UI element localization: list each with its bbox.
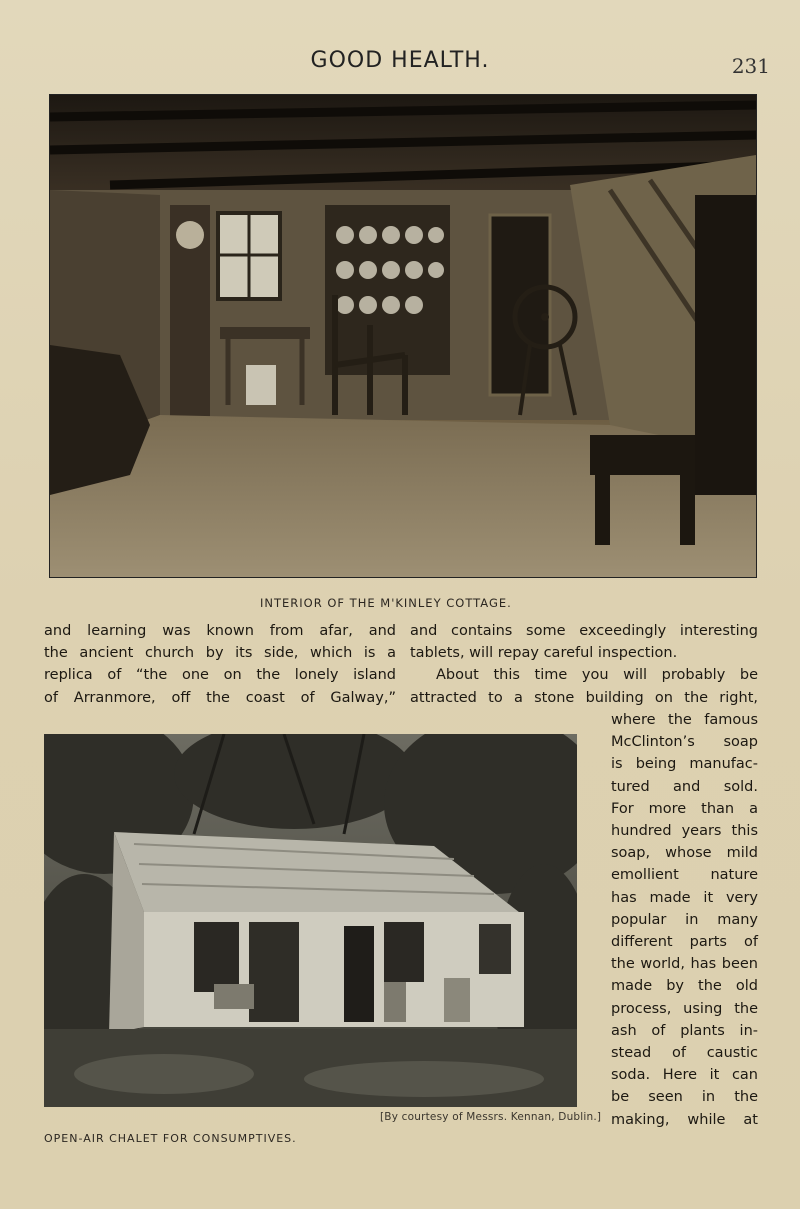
- text-line: the ancient church by its side, which is a: [44, 645, 396, 662]
- body-column-right-narrow: [611, 709, 758, 1131]
- text-line: About this time you will probably be: [436, 667, 758, 684]
- text-line: of Arranmore, off the coast of Galway,”: [44, 689, 396, 706]
- page-number: 231: [731, 54, 770, 78]
- text-line: process, using the: [611, 1000, 758, 1017]
- text-line: hundred years this: [611, 823, 758, 840]
- text-line: is being manufac-: [611, 756, 758, 773]
- text-line: soap, whose mild: [611, 845, 758, 862]
- running-head-title: GOOD HEALTH.: [310, 48, 490, 73]
- text-line: be seen in the: [611, 1089, 758, 1106]
- text-line: soda. Here it can: [611, 1067, 758, 1084]
- text-line: made by the old: [611, 978, 758, 995]
- figure-caption-interior: INTERIOR OF THE M'KINLEY COTTAGE.: [260, 596, 512, 610]
- chalet-illustration: [44, 734, 577, 1107]
- text-line: has made it very: [611, 889, 758, 906]
- text-line: and contains some exceedingly interesting: [410, 623, 758, 639]
- text-line: emollient nature: [611, 867, 758, 884]
- photo-open-air-chalet: [44, 734, 577, 1107]
- text-line: the world, has been: [611, 956, 758, 973]
- text-line: attracted to a stone building on the right,: [410, 689, 758, 706]
- text-line: and learning was known from afar, and: [44, 623, 396, 639]
- body-column-left: [44, 620, 396, 709]
- text-line: tured and sold.: [611, 778, 758, 795]
- text-line: stead of caustic: [611, 1045, 758, 1062]
- text-line: where the famous: [611, 712, 758, 728]
- body-column-right: [410, 620, 758, 709]
- text-line: different parts of: [611, 934, 758, 951]
- figure-caption-chalet: OPEN-AIR CHALET FOR CONSUMPTIVES.: [44, 1132, 297, 1145]
- text-line: McClinton’s soap: [611, 734, 758, 751]
- text-line: For more than a: [611, 800, 758, 817]
- photo-credit: [By courtesy of Messrs. Kennan, Dublin.]: [380, 1111, 602, 1123]
- interior-illustration: [50, 95, 756, 577]
- photo-cottage-interior: [49, 94, 757, 578]
- text-line: replica of “the one on the lonely island: [44, 667, 396, 684]
- text-line: tablets, will repay careful inspection.: [410, 645, 678, 662]
- text-line: making, while at: [611, 1111, 758, 1128]
- text-line: ash of plants in-: [611, 1022, 758, 1039]
- text-line: popular in many: [611, 911, 758, 928]
